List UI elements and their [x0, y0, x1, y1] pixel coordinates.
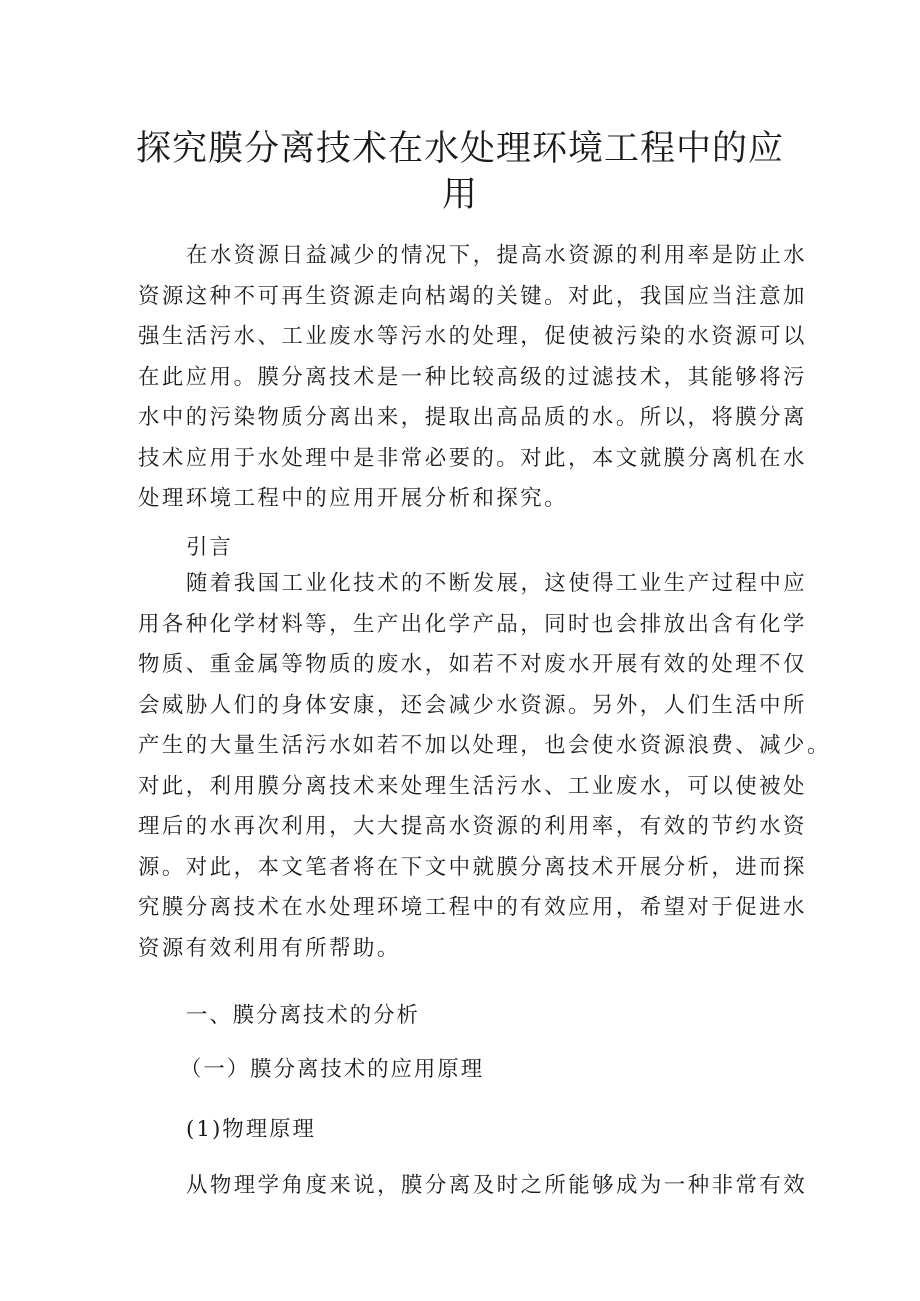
section-1-heading: 一、膜分离技术的分析	[186, 1003, 420, 1028]
document-title	[120, 126, 800, 218]
section-1-sub-heading: （一）膜分离技术的应用原理	[180, 1057, 485, 1082]
text-line: 会威胁人们的身体安康，还会减少水资源。另外，人们生活中所	[138, 692, 807, 718]
text-line: 究膜分离技术在水处理环境工程中的有效应用，希望对于促进水	[138, 895, 807, 920]
section-1-item-1-paragraph	[138, 1166, 808, 1207]
text-line: 技术应用于水处理中是非常必要的。对此，本文就膜分离机在水	[138, 445, 807, 471]
text-line: 用各种化学材料等，生产出化学产品，同时也会排放出含有化学	[138, 611, 807, 637]
text-line: 随着我国工业化技术的不断发展，这使得工业生产过程中应	[186, 571, 808, 596]
text-line: 资源这种不可再生资源走向枯竭的关键。对此，我国应当注意加	[138, 283, 807, 309]
title-line-2: 用	[441, 175, 478, 215]
text-line: 在此应用。膜分离技术是一种比较高级的过滤技术，其能够将污	[138, 364, 807, 390]
section-1-item-1-heading: (1)物理原理	[186, 1117, 316, 1142]
title-line-1: 探究膜分离技术在水处理环境工程中的应	[135, 129, 784, 169]
text-line: 物质、重金属等物质的废水，如若不对废水开展有效的处理不仅	[138, 652, 807, 677]
text-line: 水中的污染物质分离出来，提取出高品质的水。所以，将膜分离	[138, 405, 807, 430]
text-line: 从物理学角度来说，膜分离及时之所能够成为一种非常有效	[186, 1173, 808, 1198]
text-line: 强生活污水、工业废水等污水的处理，促使被污染的水资源可以	[138, 324, 807, 349]
intro-paragraph	[138, 564, 831, 969]
text-line: 理后的水再次利用，大大提高水资源的利用率，有效的节约水资	[138, 814, 807, 839]
text-line: 在水资源日益减少的情况下，提高水资源的利用率是防止水	[186, 243, 808, 268]
text-line: 源。对此，本文笔者将在下文中就膜分离技术开展分析，进而探	[138, 854, 807, 880]
text-line: 对此，利用膜分离技术来处理生活污水、工业废水，可以使被处	[138, 773, 807, 799]
intro-heading: 引言	[186, 535, 233, 560]
abstract-paragraph	[138, 236, 808, 520]
text-line: 处理环境工程中的应用开展分析和探究。	[138, 486, 569, 511]
text-line: 资源有效利用有所帮助。	[138, 935, 401, 961]
text-line: 产生的大量生活污水如若不加以处理，也会使水资源浪费、减少。	[138, 733, 831, 758]
